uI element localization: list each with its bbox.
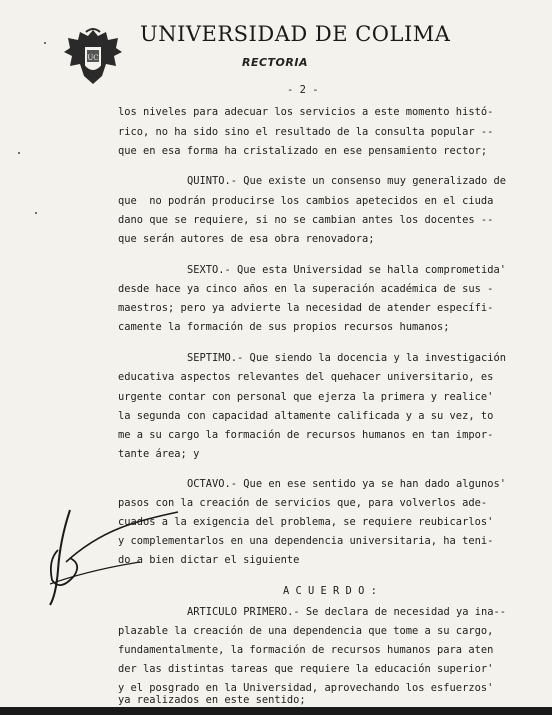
text-line: SEPTIMO.- Que siendo la docencia y la investigación xyxy=(187,352,507,364)
text-line: que no podrán producirse los cambios apetecidos en el ciuda xyxy=(118,195,494,207)
text-line: ARTICULO PRIMERO.- Se declara de necesidad ya ina-- xyxy=(187,606,507,618)
text-line: der las distintas tareas que requiere la educación superior' xyxy=(118,663,494,675)
text-line: pasos con la creación de servicios que, para volverlos ade- xyxy=(118,497,488,509)
text-line: maestros; pero ya advierte la necesidad de atender específi- xyxy=(118,302,494,314)
office-name: RECTORIA xyxy=(242,56,308,69)
text-line: OCTAVO.- Que en ese sentido ya se han dado algunos' xyxy=(187,478,507,490)
university-name: UNIVERSIDAD DE COLIMA xyxy=(140,22,451,46)
text-line: y complementarlos en una dependencia universitaria, ha teni- xyxy=(118,535,494,547)
text-line: dano que se requiere, si no se cambian antes los docentes -- xyxy=(118,214,494,226)
text-line: cuados a la exigencia del problema, se requiere reubicarlos' xyxy=(118,516,494,528)
text-line: rico, no ha sido sino el resultado de la consulta popular -- xyxy=(118,126,494,138)
text-line: tante área; y xyxy=(118,448,200,460)
text-line: los niveles para adecuar los servicios a este momento histó- xyxy=(118,106,494,118)
text-line: camente la formación de sus propios recursos humanos; xyxy=(118,321,450,333)
paper-speck xyxy=(18,152,20,154)
text-line: do a bien dictar el siguiente xyxy=(118,554,300,566)
paper-speck xyxy=(44,42,46,44)
text-line: plazable la creación de una dependencia que tome a su cargo, xyxy=(118,625,494,637)
page-number: - 2 - xyxy=(287,84,319,96)
text-line: QUINTO.- Que existe un consenso muy generalizado de xyxy=(187,175,507,187)
svg-text:UC: UC xyxy=(87,54,99,62)
text-line: la segunda con capacidad altamente calificada y a su vez, to xyxy=(118,410,494,422)
text-line: SEXTO.- Que esta Universidad se halla comprometida' xyxy=(187,264,507,276)
scan-bottom-edge xyxy=(0,707,552,715)
agreement-heading: A C U E R D O : xyxy=(283,585,377,597)
text-line: educativa aspectos relevantes del quehacer universitario, es xyxy=(118,371,494,383)
text-line: y el posgrado en la Universidad, aprovechando los esfuerzos' xyxy=(118,682,494,694)
university-crest-logo xyxy=(62,26,124,90)
text-line: desde hace ya cinco años en la superación académica de sus - xyxy=(118,283,494,295)
text-line: urgente contar con personal que ejerza la primera y realice' xyxy=(118,391,494,403)
text-line: que serán autores de esa obra renovadora; xyxy=(118,233,375,245)
paper-speck xyxy=(35,212,37,214)
text-line: ya realizados en este sentido; xyxy=(118,694,306,706)
text-line: que en esa forma ha cristalizado en ese pensamiento rector; xyxy=(118,145,488,157)
handwritten-signature xyxy=(30,500,180,610)
text-line: fundamentalmente, la formación de recursos humanos para aten xyxy=(118,644,494,656)
text-line: me a su cargo la formación de recursos humanos en tan impor- xyxy=(118,429,494,441)
